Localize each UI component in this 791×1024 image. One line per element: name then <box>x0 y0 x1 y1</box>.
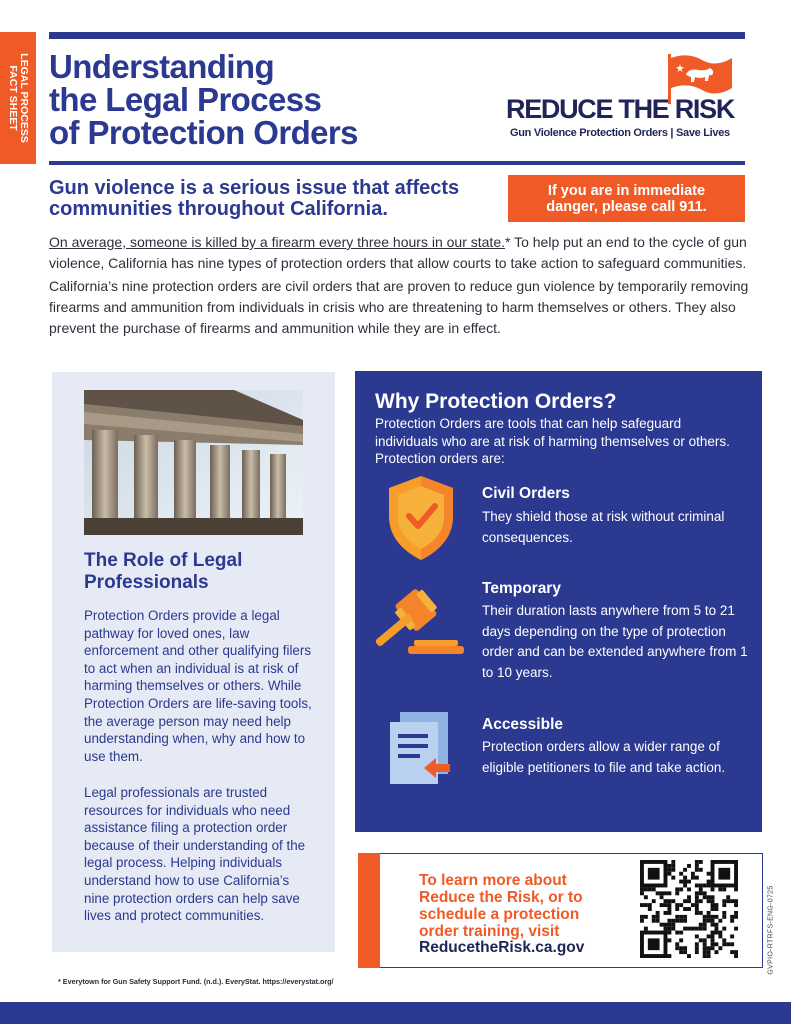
role-title-line-2: Professionals <box>84 572 209 593</box>
page-title <box>49 50 469 149</box>
cta-line-1: To learn more about <box>419 872 567 889</box>
top-divider <box>49 32 745 39</box>
emergency-line-2: danger, please call 911. <box>546 199 707 215</box>
logo-tagline: Gun Violence Protection Orders | Save Lives <box>510 127 730 139</box>
role-title-line-1: The Role of Legal <box>84 550 243 571</box>
why-desc-line-1: Protection Orders are tools that can help safeguard <box>375 416 682 431</box>
fact-sheet-side-tab <box>0 32 36 164</box>
qr-code[interactable] <box>640 860 738 958</box>
civil-orders-text: They shield those at risk without criminal consequences. <box>482 509 725 545</box>
statistic-underlined: On average, someone is killed by a firearm every three hours in our state. <box>49 234 505 250</box>
role-paragraph-2: Legal professionals are trusted resources for individuals who need assistance filing a protection order because of their understanding of the legal process. Helping individuals understand how to use California’s nine protection orders can help save lives and protect communities. <box>84 785 306 924</box>
title-line-3: of Protection Orders <box>49 114 358 151</box>
emergency-callout <box>508 175 745 222</box>
cta-line-2: Reduce the Risk, or to <box>419 889 583 906</box>
intro-paragraph-1 <box>49 232 749 274</box>
cta-line-3: schedule a protection <box>419 906 580 923</box>
cta-line-4: order training, visit <box>419 923 560 940</box>
intro-text <box>49 232 749 341</box>
document-code: GVPIO-RTRFS-ENG-0725 <box>767 885 775 975</box>
subhead-line-2: communities throughout California. <box>49 198 388 220</box>
why-section-title: Why Protection Orders? <box>375 390 617 413</box>
header-divider <box>49 161 745 165</box>
temporary-title: Temporary <box>482 580 561 597</box>
reduce-the-risk-logo <box>506 52 746 152</box>
accessible-text: Protection orders allow a wider range of eligible petitioners to file and take action. <box>482 739 726 775</box>
learn-more-text <box>419 872 624 940</box>
subheadline <box>49 178 489 220</box>
role-paragraph-1: Protection Orders provide a legal pathway for loved ones, law enforcement and other qualifying filers to act when an individual is at risk of harming themselves or others. While Protection Orders are life-saving tools, the average person may need help understanding when, why and how to use them. <box>84 608 312 764</box>
courthouse-columns-image <box>84 390 303 535</box>
why-description <box>375 415 755 468</box>
intro-paragraph-2: California’s nine protection orders are civil orders that are proven to reduce gun violence by temporarily removing firearms and ammunition from individuals in crisis who are threatening to harm themselves or others. They also prevent the purchase of firearms and ammunition while they are in effect. <box>49 278 749 336</box>
footnote: * Everytown for Gun Safety Support Fund. (n.d.). EveryStat. https://everystat.org/ <box>58 977 334 986</box>
intro-p1-rest: * To help put an end to the cycle of gun violence, California has nine types of protection orders that allow courts to take action to safeguard communities. <box>49 234 747 271</box>
document-arrow-icon <box>388 712 454 788</box>
website-link[interactable]: ReducetheRisk.ca.gov <box>419 939 585 956</box>
bottom-bar <box>0 1002 791 1024</box>
courthouse-illustration <box>84 390 303 535</box>
accessible-title: Accessible <box>482 716 563 733</box>
gavel-icon <box>368 588 468 658</box>
why-desc-line-2: individuals who are at risk of harming themselves or others. <box>375 433 730 449</box>
side-tab-line-1: LEGAL PROCESS <box>18 53 30 143</box>
title-line-2: the Legal Process <box>49 81 322 118</box>
subhead-line-1: Gun violence is a serious issue that affects <box>49 177 460 199</box>
temporary-text: Their duration lasts anywhere from 5 to 21 days depending on the type of protection order and can be extended anywhere from 1 to 10 years. <box>482 603 748 680</box>
civil-orders-title: Civil Orders <box>482 485 570 502</box>
side-tab-label <box>7 53 29 143</box>
why-desc-line-3: Protection orders are: <box>375 451 505 466</box>
logo-wordmark: REDUCE THE RISK <box>506 94 735 124</box>
emergency-line-1: If you are in immediate <box>547 183 706 199</box>
callout-accent-bar <box>358 853 380 968</box>
side-tab-line-2: FACT SHEET <box>7 65 19 131</box>
shield-check-icon <box>387 474 455 562</box>
role-section-title <box>84 550 314 594</box>
title-line-1: Understanding <box>49 48 275 85</box>
